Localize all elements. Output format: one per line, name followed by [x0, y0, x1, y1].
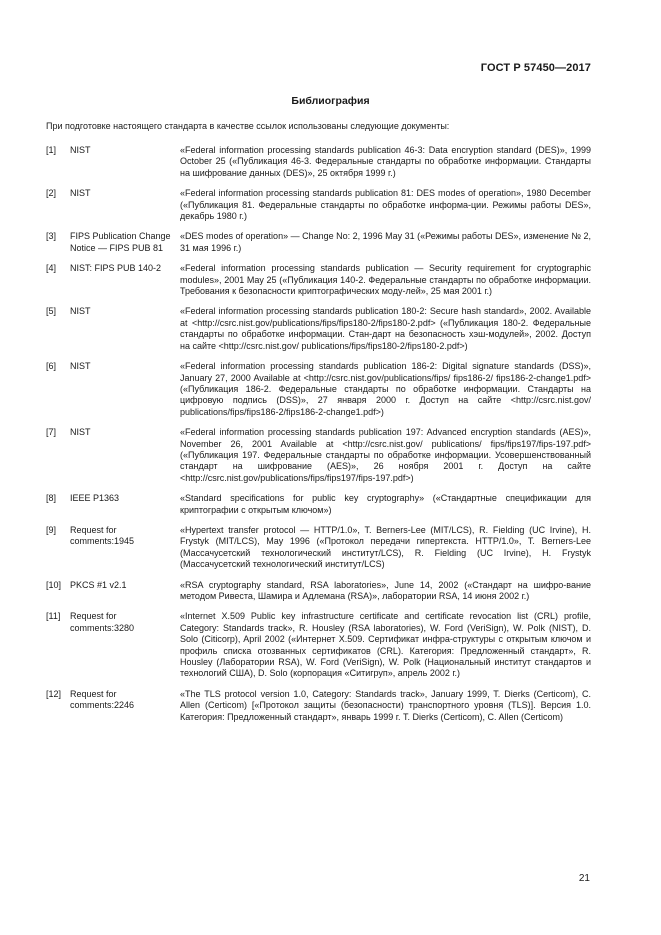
entry-number: [3] [46, 231, 57, 242]
standard-code: ГОСТ Р 57450—2017 [480, 62, 591, 74]
entry-source: PKCS #1 v2.1 [70, 579, 127, 590]
bibliography-entry-4 [46, 263, 591, 297]
bibliography-entry-10 [46, 580, 591, 603]
page-title: Библиография [291, 95, 370, 107]
entry-number: [8] [46, 493, 57, 504]
entry-description: «Internet X.509 Public key infrastructure certificate and certificate revocation list (CRL) profile, Category: Standards track», R. Housley (RSA laboratories), W. Ford (VeriSign), W. Polk (NIST), D. Solo (Citicorp), April 2002 («Интернет X.509. Сертификат инфра-структуры с открытым ключом и профиль списка отозванных сертификатов (CRL). Категория: Предложенный стандарт», R. Housley (Лаборатории RSA), W. Ford (VeriSign), W. Polk (Национальный институт стандартов и технологий США), D. Solo (корпорация «Ситигруп», апрель 2002 г.) [180, 611, 591, 679]
entry-number: [5] [46, 306, 57, 317]
entry-source: NIST [70, 361, 91, 372]
entry-description: «The TLS protocol version 1.0, Category: Standards track», January 1999, T. Dierks (Certicom), C. Allen (Certicom) [«Протокол защиты (безопасности) транспортного уровня (TLS)]. Версия 1.0. Категория: Предложенный стандарт», январь 1999 г. T. Dierks (Certicom), C. Allen (Certicom) [180, 688, 591, 722]
intro-text: При подготовке настоящего стандарта в качестве ссылок использованы следующие документы: [46, 121, 450, 131]
entry-description: «Federal information processing standards publication — Security requirement for cryptographic modules», 2001 May 25 («Публикация 140-2. Федеральные стандарты по обработке информации. Требования к безопасности криптографических моду-лей», 25 мая 2001 г.) [180, 263, 591, 297]
entry-source: Request for comments:2246 [70, 688, 135, 711]
bibliography-entry-7 [46, 427, 591, 484]
entry-number: [9] [46, 524, 57, 535]
entry-description: «RSA cryptography standard, RSA laboratories», June 14, 2002 («Стандарт на шифро-вание методом Ривеста, Шамира и Адлемана (RSA)», лаборатории RSA, 14 июня 2002 г.) [180, 579, 591, 601]
entry-number: [12] [46, 688, 62, 699]
entry-source: NIST [70, 188, 91, 199]
entry-description: «Federal information processing standards publication 197: Advanced encryption standards (AES)», November 26, 2001 Available at <http://csrc.nist.gov/ publications/ fips/fips197/fips-197.pdf> («Публикация 197. Федеральные стандарты по обработке информации. Усовершенствованный стандарт на шифрование (AES)», 26 ноября 2001 г. Доступ на сайте <http://csrc.nist.gov/publications/fips/fips197/fips-197.pdf>) [180, 427, 591, 483]
page-number: 21 [578, 873, 590, 884]
entry-description: «DES modes of operation» — Change No: 2, 1996 May 31 («Режимы работы DES», изменение № 2, 31 мая 1996 г.) [180, 231, 591, 253]
bibliography-entry-8 [46, 493, 591, 516]
entry-source: NIST: FIPS PUB 140-2 [70, 263, 162, 274]
entry-description: «Standard specifications for public key cryptography» («Стандартные спецификации для криптографии с открытым ключом») [180, 493, 591, 515]
bibliography-entry-3 [46, 231, 591, 254]
entry-number: [11] [46, 611, 61, 622]
entry-number: [6] [46, 361, 57, 372]
bibliography-entry-9 [46, 525, 591, 571]
bibliography-entry-12 [46, 689, 591, 723]
entry-description: «Hypertext transfer protocol — HTTP/1.0», T. Berners-Lee (MIT/LCS), R. Fielding (UC Irvine), H. Frystyk (MIT/LCS), May 1996 («Протокол передачи гипертекста. HTTP/1.0», T. Berners-Lee (Массачусетский технологический институт/LCS), R. Fielding (UC Irvine), H. Frystyk (Массачусетский технологический институт/LCS) [180, 524, 591, 570]
bibliography-list [46, 145, 591, 732]
bibliography-entry-11 [46, 611, 591, 679]
entry-source: Request for comments:3280 [70, 611, 135, 633]
entry-number: [10] [46, 579, 62, 590]
entry-description: «Federal information processing standards publication 46-3: Data encryption standard (DES)», 1999 October 25 («Публикация 46-3. Федеральные стандарты по обработке информации. Стандарты на шифрование данных (DES)», 25 октября 1999 г.) [180, 145, 591, 178]
entry-number: [7] [46, 427, 57, 438]
bibliography-entry-6 [46, 361, 591, 418]
bibliography-entry-2 [46, 188, 591, 222]
entry-source: Request for comments:1945 [70, 524, 135, 547]
entry-source: NIST [70, 427, 91, 438]
bibliography-entry-1 [46, 145, 591, 179]
entry-description: «Federal information processing standards publication 81: DES modes of operation», 1980 December («Публикация 81. Федеральные стандарты по обработке информа-ции. Режимы работы DES», декабрь 1980 г.) [180, 188, 591, 222]
entry-number: [1] [46, 145, 57, 155]
entry-description: «Federal information processing standards publication 180-2: Secure hash standard», 2002. Available at <http://csrc.nist.gov/publications/fips/fips180-2/fips180-2.pdf> («Публикация 180-2. Федеральные стандарты по обработке информации. Стан-дарт на безопасность хэш-модулей», 2002. Доступ на сайте <http://csrc.nist.gov/ publications/fips/fips180-2/fips180-2.pdf>) [180, 306, 591, 351]
bibliography-entry-5 [46, 306, 591, 352]
entry-description: «Federal information processing standards publication 186-2: Digital signature standards (DSS)», January 27, 2000 Available at <http://csrc.nist.gov/publications/fips/ fips186-2/ fips186-2-change1.pdf> («Публикация 186-2. Федеральные стандарты по обработке информации. Стандарты на цифровую подпись (DSS)», 27 января 2000 г. Доступ на сайте <http://csrc.nist.gov/ publications/fips/fips186-2/fips186-2-change1.pdf>) [180, 361, 591, 417]
entry-source: FIPS Publication Change Notice — FIPS PUB 81 [70, 231, 171, 253]
entry-number: [4] [46, 263, 57, 274]
entry-number: [2] [46, 188, 57, 199]
entry-source: IEEE P1363 [70, 493, 120, 504]
entry-source: NIST [70, 145, 91, 155]
entry-source: NIST [70, 306, 91, 317]
